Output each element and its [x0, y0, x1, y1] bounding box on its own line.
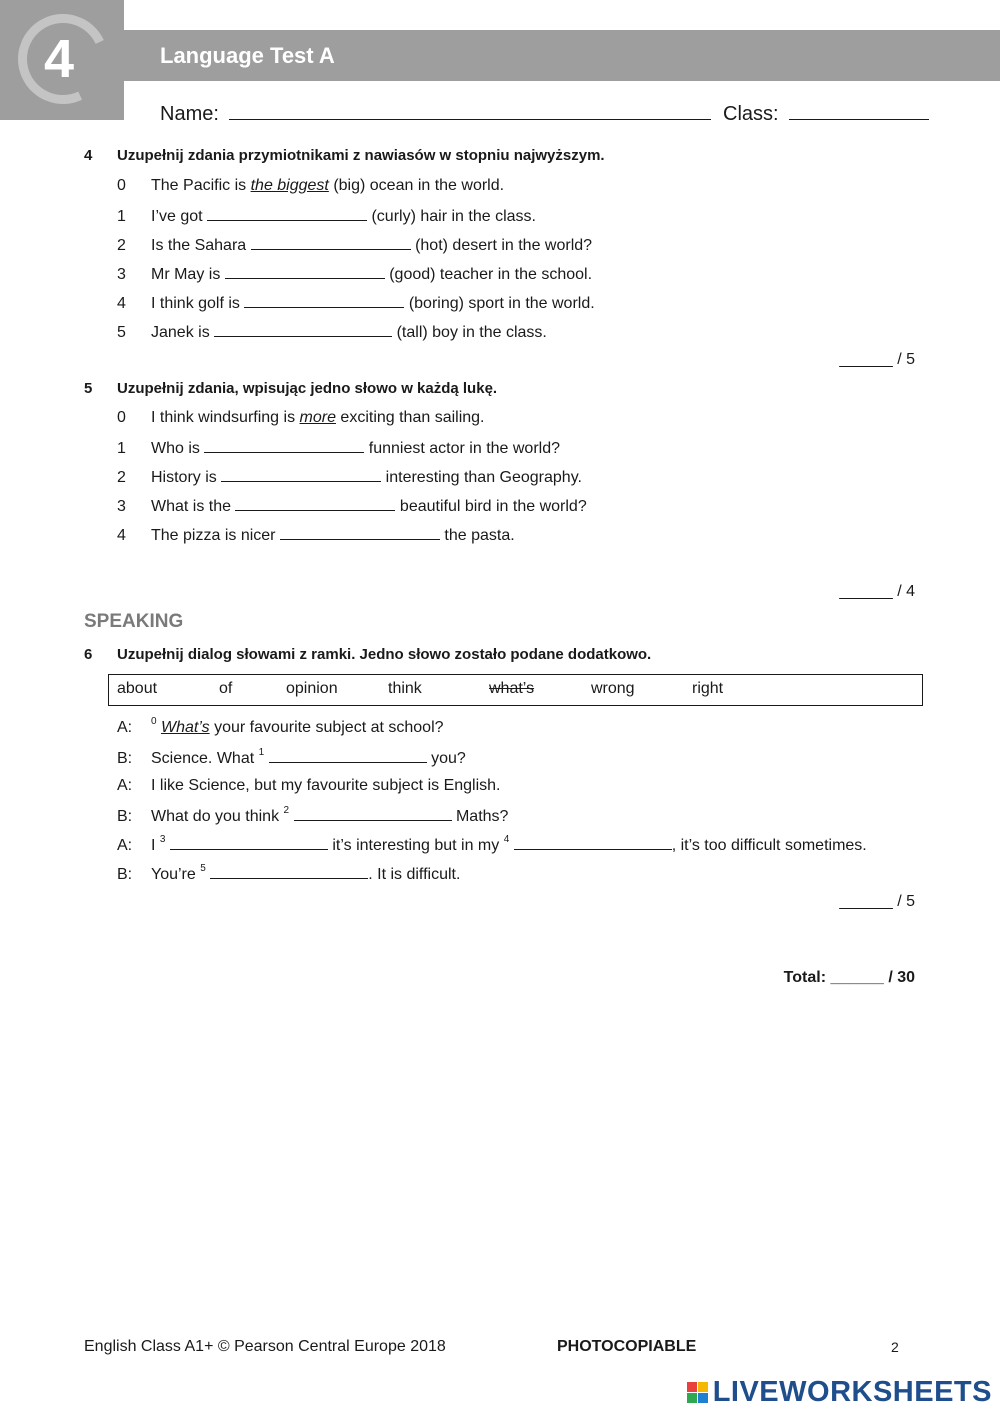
task4-item-0: [117, 176, 504, 196]
item-text: (boring) sport in the world.: [404, 295, 595, 312]
line-text: You’re: [151, 866, 201, 883]
item-text: What is the: [151, 498, 236, 515]
task5-item-4: [117, 524, 515, 546]
dialogue-line-0: [117, 718, 444, 738]
task4-item-3: [117, 263, 592, 285]
unit-number: 4: [44, 29, 75, 89]
item-text: (good) teacher in the school.: [384, 266, 593, 283]
item-number: 3: [117, 266, 126, 283]
item-number: 1: [117, 208, 126, 225]
name-field[interactable]: [229, 99, 711, 120]
gap-number: 0: [151, 716, 157, 727]
item-text: (curly) hair in the class.: [367, 208, 536, 225]
gap-number: 3: [159, 834, 166, 845]
gap-number: 1: [258, 747, 265, 758]
line-text: , it’s too difficult sometimes.: [671, 837, 867, 854]
item-number: 1: [117, 440, 126, 457]
item-text: funniest actor in the world?: [364, 440, 561, 457]
answer-gap[interactable]: [244, 292, 404, 308]
task5-number: 5: [84, 380, 93, 397]
task4-number: 4: [84, 147, 93, 164]
word-option: of: [219, 680, 233, 697]
task4-item-4: [117, 292, 595, 314]
task5-heading: [84, 379, 497, 399]
task6-score: ______ / 5: [839, 893, 915, 910]
task5-item-0: [117, 408, 485, 428]
item-text: the pasta.: [439, 527, 515, 544]
item-text: (big) ocean in the world.: [328, 177, 505, 194]
word-option: think: [388, 680, 422, 697]
class-field[interactable]: [789, 99, 929, 120]
item-text: I think golf is: [151, 295, 245, 312]
task4-item-2: [117, 234, 592, 256]
item-number: 3: [117, 498, 126, 515]
task6-heading: [84, 645, 651, 665]
task4-instruction: Uzupełnij zdania przymiotnikami z nawiasów w stopniu najwyższym.: [117, 147, 605, 164]
line-text: Science. What: [151, 750, 259, 767]
task4-score: ______ / 5: [839, 351, 915, 368]
example-answer: the biggest: [250, 177, 329, 194]
speaker-label: A:: [117, 837, 133, 854]
item-number: 5: [117, 324, 126, 341]
item-number: 2: [117, 469, 126, 486]
page-number: 2: [891, 1339, 899, 1355]
item-text: Janek is: [151, 324, 215, 341]
item-text: I’ve got: [151, 208, 208, 225]
item-text: (hot) desert in the world?: [410, 237, 593, 254]
item-number: 0: [117, 177, 126, 194]
answer-gap[interactable]: [294, 805, 452, 821]
item-text: exciting than sailing.: [335, 409, 485, 426]
item-text: Is the Sahara: [151, 237, 251, 254]
answer-gap[interactable]: [170, 834, 328, 850]
class-label: Class:: [723, 103, 779, 125]
task5-item-2: [117, 466, 582, 488]
unit-badge: [0, 0, 124, 120]
answer-gap[interactable]: [514, 834, 672, 850]
answer-gap[interactable]: [251, 234, 411, 250]
dialogue-line-3: [117, 805, 508, 827]
item-text: beautiful bird in the world?: [395, 498, 587, 515]
liveworksheets-wordmark: LIVEWORKSHEETS: [712, 1376, 992, 1408]
answer-gap[interactable]: [204, 437, 364, 453]
gap-number: 2: [283, 805, 290, 816]
name-label: Name:: [160, 103, 219, 125]
item-number: 4: [117, 527, 126, 544]
answer-gap[interactable]: [207, 205, 367, 221]
line-text: you?: [426, 750, 466, 767]
dialogue-line-4: [117, 834, 867, 856]
example-answer: more: [299, 409, 336, 426]
task4-item-1: [117, 205, 536, 227]
total-score: Total: ______ / 30: [783, 969, 915, 986]
task5-instruction: Uzupełnij zdania, wpisując jedno słowo w każdą lukę.: [117, 380, 498, 397]
item-text: interesting than Geography.: [381, 469, 582, 486]
line-text: What do you think: [151, 808, 284, 825]
answer-gap[interactable]: [269, 747, 427, 763]
page-title: Language Test A: [160, 43, 335, 68]
item-text: I think windsurfing is: [151, 409, 300, 426]
word-option: wrong: [591, 680, 635, 697]
item-text: Mr May is: [151, 266, 225, 283]
speaker-label: B:: [117, 866, 133, 883]
task6-instruction: Uzupełnij dialog słowami z ramki. Jedno słowo zostało podane dodatkowo.: [117, 646, 652, 663]
line-text: . It is difficult.: [368, 866, 461, 883]
liveworksheets-icon: [687, 1382, 709, 1404]
gap-number: 5: [200, 863, 206, 874]
item-text: Who is: [151, 440, 205, 457]
word-box: [108, 674, 923, 706]
speaker-label: B:: [117, 808, 133, 825]
word-option: about: [117, 680, 158, 697]
item-number: 4: [117, 295, 126, 312]
item-text: (tall) boy in the class.: [392, 324, 547, 341]
dialogue-line-5: [117, 863, 460, 885]
answer-gap[interactable]: [280, 524, 440, 540]
item-text: The Pacific is: [151, 177, 251, 194]
word-option: right: [692, 680, 724, 697]
dialogue-line-2: [117, 776, 501, 796]
title-bar: [124, 30, 1000, 81]
footer-copyright: English Class A1+ © Pearson Central Europe 2018: [84, 1338, 446, 1355]
gap-number: 4: [503, 834, 510, 845]
speaker-label: A:: [117, 719, 133, 736]
answer-gap[interactable]: [235, 495, 395, 511]
answer-gap[interactable]: [221, 466, 381, 482]
line-text: your favourite subject at school?: [209, 719, 444, 736]
line-text: I like Science, but my favourite subject is English.: [151, 777, 501, 794]
speaker-label: B:: [117, 750, 133, 767]
item-number: 2: [117, 237, 126, 254]
line-text: Maths?: [451, 808, 509, 825]
line-text: it’s interesting but in my: [327, 837, 504, 854]
example-answer: What’s: [161, 719, 210, 736]
footer-photocopiable: PHOTOCOPIABLE: [557, 1338, 697, 1355]
word-option-used: what’s: [489, 680, 535, 697]
item-number: 0: [117, 409, 126, 426]
answer-gap[interactable]: [225, 263, 385, 279]
task6-number: 6: [84, 646, 93, 663]
task4-heading: [84, 146, 605, 166]
answer-gap[interactable]: [214, 321, 392, 337]
dialogue-line-1: [117, 747, 466, 769]
task5-item-1: [117, 437, 560, 459]
task5-score: ______ / 4: [839, 583, 915, 600]
liveworksheets-logo[interactable]: [687, 1376, 992, 1410]
task4-item-5: [117, 321, 547, 343]
section-heading-speaking: SPEAKING: [84, 611, 184, 632]
task5-item-3: [117, 495, 587, 517]
speaker-label: A:: [117, 777, 133, 794]
word-option: opinion: [286, 680, 338, 697]
answer-gap[interactable]: [210, 863, 368, 879]
name-class-row: [160, 99, 929, 127]
item-text: The pizza is nicer: [151, 527, 280, 544]
line-text: I: [151, 837, 160, 854]
item-text: History is: [151, 469, 222, 486]
